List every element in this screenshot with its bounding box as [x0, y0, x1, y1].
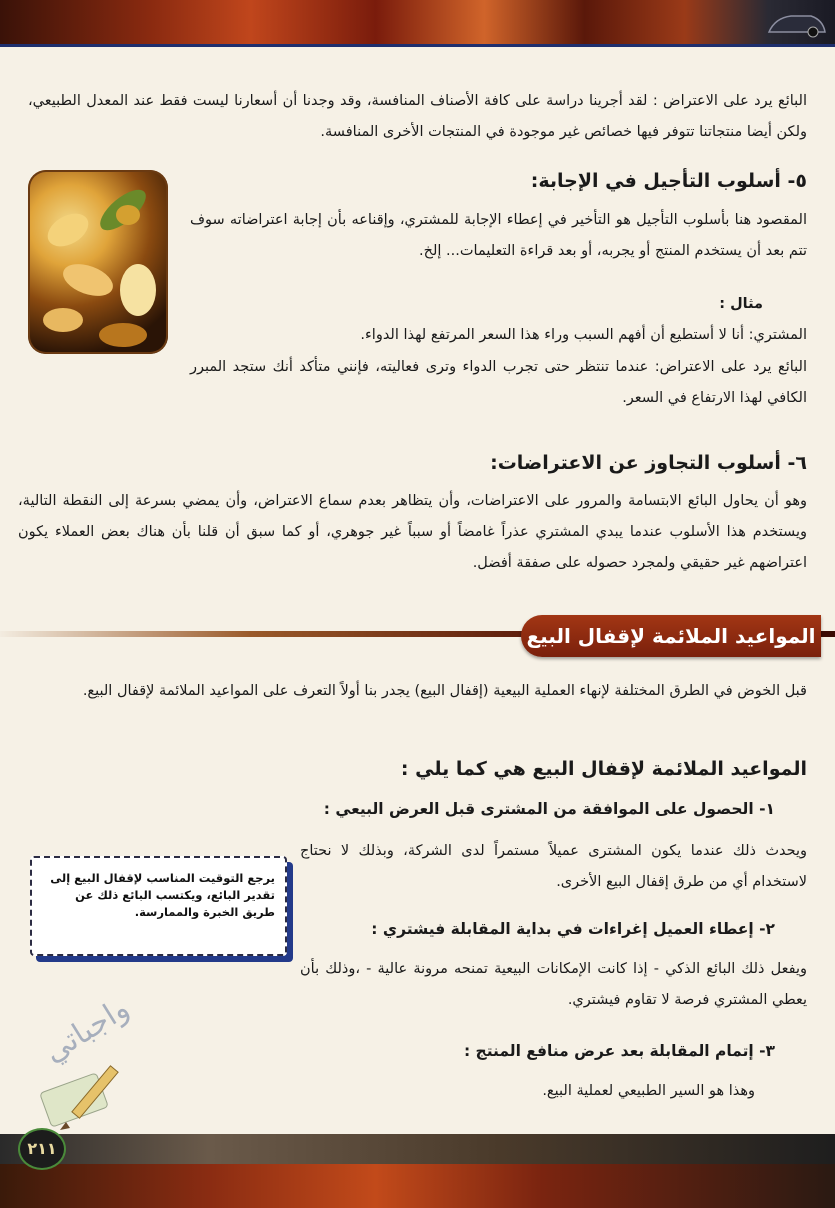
method5-heading: ٥- أسلوب التأجيل في الإجابة: [530, 170, 807, 192]
item2-body: ويفعل ذلك البائع الذكي - إذا كانت الإمكانات البيعية تمنحه مرونة عالية - ،وذلك بأن يعطي المشتري فرصة لا تقاوم فيشتري. [300, 961, 807, 1008]
method6-body: وهو أن يحاول البائع الابتسامة والمرور على الاعتراضات، وأن يتظاهر بعدم سماع الاعتراض، وأن يمضي بسرعة إلى النقطة التالية، ويستخدم هذا الأسلوب عندما يبدي المشتري عذراً غامضاً أو سبباً غير جوهري، أو كما سبق أن قلنا بأن هناك بعض العملاء يكون اعتراضهم غير حقيقي ولمجرد حصوله على صفقة أفضل. [18, 493, 807, 571]
car-icon [767, 8, 827, 38]
intro-paragraph: قبل الخوض في الطرق المختلفة لإنهاء العملية البيعية (إقفال البيع) يجدر بنا أولاً التعرف على المواعيد الملائمة لإقفال البيع. [82, 683, 807, 699]
item1-body: ويحدث ذلك عندما يكون المشترى عميلاً مستمراً لدى الشركة، وبذلك لا نحتاج لاستخدام أي من طرق إقفال البيع الأخرى. [300, 843, 807, 890]
top-banner [0, 0, 835, 47]
item2-title: ٢- إعطاء العميل إغراءات في بداية المقابلة فيشتري : [371, 920, 775, 938]
method5-body: المقصود هنا بأسلوب التأجيل هو التأخير في إعطاء الإجابة للمشتري، وإقناعه بأن إجابة اعتراضاته سوف تتم بعد أن يستخدم المنتج أو يجربه، أو بعد قراءة التعليمات... إلخ. [190, 212, 807, 259]
footer-bar [0, 1134, 835, 1164]
method5-buyer: المشتري: أنا لا أستطيع أن أفهم السبب وراء هذا السعر المرتفع لهذا الدواء. [360, 327, 807, 343]
page-number: ٢١١ [18, 1128, 66, 1170]
note-box [30, 856, 287, 956]
note-text: يرجع التوقيت المناسب لإقفال البيع إلى تقدير البائع، ويكتسب البائع ذلك عن طريق الخبرة والممارسة. [50, 871, 275, 919]
item1-title: ١- الحصول على الموافقة من المشترى قبل العرض البيعي : [323, 800, 775, 818]
item3-title: ٣- إتمام المقابلة بعد عرض منافع المنتج : [463, 1042, 775, 1060]
method5-seller: البائع يرد على الاعتراض: عندما تنتظر حتى تجرب الدواء وترى فعاليته، فإنني متأكد أنك ستجد المبرر الكافي لهذا الارتفاع في السعر. [190, 359, 807, 406]
method5-example-label: مثال : [719, 296, 763, 312]
watermark: واجباتي [38, 990, 136, 1070]
item3-body: وهذا هو السير الطبيعي لعملية البيع. [542, 1083, 755, 1099]
medicine-pills-photo [28, 170, 168, 354]
footer-banner [0, 1164, 835, 1208]
closing-times-subheading: المواعيد الملائمة لإقفال البيع هي كما يلي : [400, 758, 807, 780]
method6-heading: ٦- أسلوب التجاوز عن الاعتراضات: [490, 452, 807, 474]
section-title: المواعيد الملائمة لإقفال البيع [521, 615, 821, 657]
objection-reply-paragraph: البائع يرد على الاعتراض : لقد أجرينا دراسة على كافة الأصناف المنافسة، وقد وجدنا أن أسعارنا ليست فقط عند المعدل الطبيعي، ولكن أيضا منتجاتنا تتوفر فيها خصائص غير موجودة في المنتجات الأخرى المنافسة. [28, 93, 807, 140]
